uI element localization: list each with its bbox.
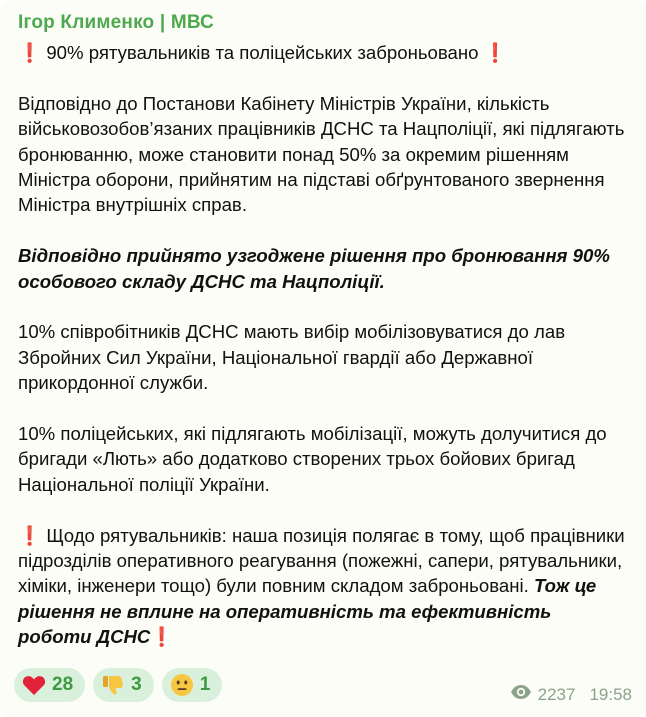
reactions-bar [14, 668, 222, 702]
exclamation-icon: ❗ [150, 626, 174, 648]
thumbs-down-icon [101, 673, 125, 697]
reaction-thumbs-down[interactable] [93, 668, 154, 702]
exclamation-icon: ❗ [18, 524, 42, 546]
eye-icon [510, 684, 532, 705]
heart-icon [22, 673, 46, 697]
neutral-face-icon [170, 673, 194, 697]
message-paragraph-1: Відповідно до Постанови Кабінету Міністрів України, кількість військовозобов’язаних працівників ДСНС та Нацполіції, які підлягають бронюванню, може становити понад 50% за окремим рішенням Міністра оборони, прийнятим на підставі обґрунтованого звернення Міністра внутрішніх справ. [18, 92, 625, 216]
message-title: 90% рятувальників та поліцейських заброньовано [46, 42, 479, 63]
message-text [18, 40, 628, 650]
exclamation-icon: ❗ [18, 42, 42, 63]
reaction-neutral-face[interactable] [162, 668, 223, 702]
message-title-line [18, 40, 628, 65]
channel-name[interactable]: Ігор Клименко | МВС [18, 12, 214, 33]
message-paragraph-5 [18, 523, 628, 650]
reaction-count: 28 [52, 674, 74, 695]
message-paragraph-4: 10% поліцейських, які підлягають мобілізації, можуть долучитися до бригади «Лють» або додатково створених трьох бойових бригад Національної поліції України. [18, 423, 607, 495]
reaction-count: 1 [199, 674, 211, 695]
message-meta [510, 684, 632, 705]
exclamation-icon: ❗ [483, 42, 507, 63]
message-paragraph-5-bold: Тож це рішення не вплине на оперативність та ефективність роботи ДСНС [18, 575, 597, 648]
view-count: 2237 [537, 684, 576, 704]
message-paragraph-5-regular: Щодо рятувальників: наша позиція полягає в тому, щоб працівники підрозділів оперативного реагування (пожежні, сапери, рятувальники, хіміки, інженери тощо) були повним складом заброньовані. [18, 524, 625, 597]
reaction-heart[interactable] [14, 668, 85, 702]
message-paragraph-2: Відповідно прийнято узгоджене рішення про бронювання 90% особового складу ДСНС та Нацполіції. [18, 245, 610, 292]
message-time: 19:58 [589, 684, 632, 704]
reaction-count: 3 [131, 674, 142, 695]
message-paragraph-3: 10% співробітників ДСНС мають вибір мобілізовуватися до лав Збройних Сил України, Національної гвардії або Державної прикордонної служби. [18, 321, 566, 394]
